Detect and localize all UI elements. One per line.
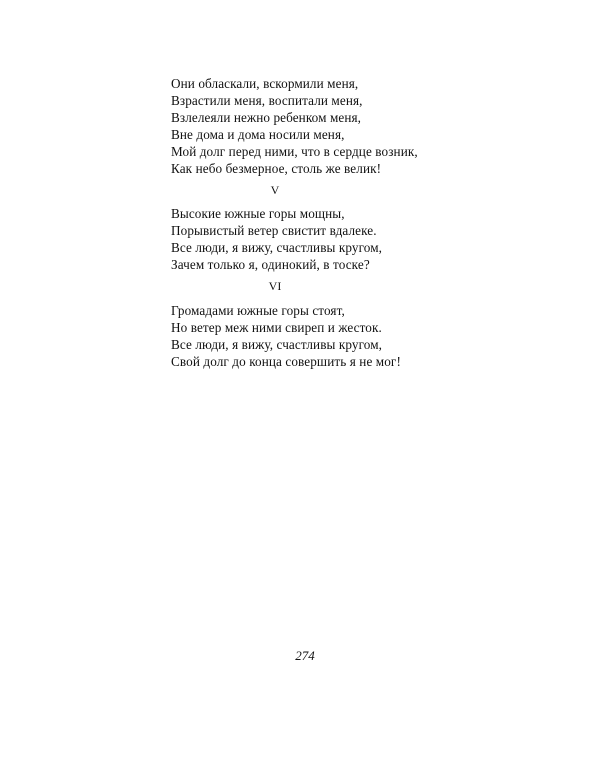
poem-line: Как небо безмерное, столь же велик!: [171, 161, 382, 177]
stanza-5: [171, 205, 382, 273]
poem-line: Высокие южные горы мощны,: [171, 206, 345, 221]
poem-line: Но ветер меж ними свиреп и жесток.: [171, 320, 382, 336]
poem-line: Мой долг перед ними, что в сердце возник,: [171, 144, 418, 160]
poem-line: Громадами южные горы стоят,: [171, 303, 345, 318]
poem-line: Порывистый ветер свистит вдалеке.: [171, 223, 377, 239]
stanza-4-continuation: [171, 75, 418, 178]
poem-line: Взлелеяли нежно ребенком меня,: [171, 110, 362, 126]
stanza-numeral-vi: VI: [268, 279, 282, 293]
page-number: 274: [295, 648, 315, 663]
poem-line: Зачем только я, одинокий, в тоске?: [171, 257, 370, 273]
poem-line: Вне дома и дома носили меня,: [171, 127, 345, 143]
poem-line: Все люди, я вижу, счастливы кругом,: [171, 337, 383, 353]
poem-line: Все люди, я вижу, счастливы кругом,: [171, 240, 383, 256]
poem-line: Они обласкали, вскормили меня,: [171, 76, 359, 91]
poem-line: Свой долг до конца совершить я не мог!: [171, 354, 401, 370]
stanza-numeral-v: V: [270, 183, 280, 197]
poem-line: Взрастили меня, воспитали меня,: [171, 93, 363, 109]
stanza-6: [171, 302, 401, 370]
